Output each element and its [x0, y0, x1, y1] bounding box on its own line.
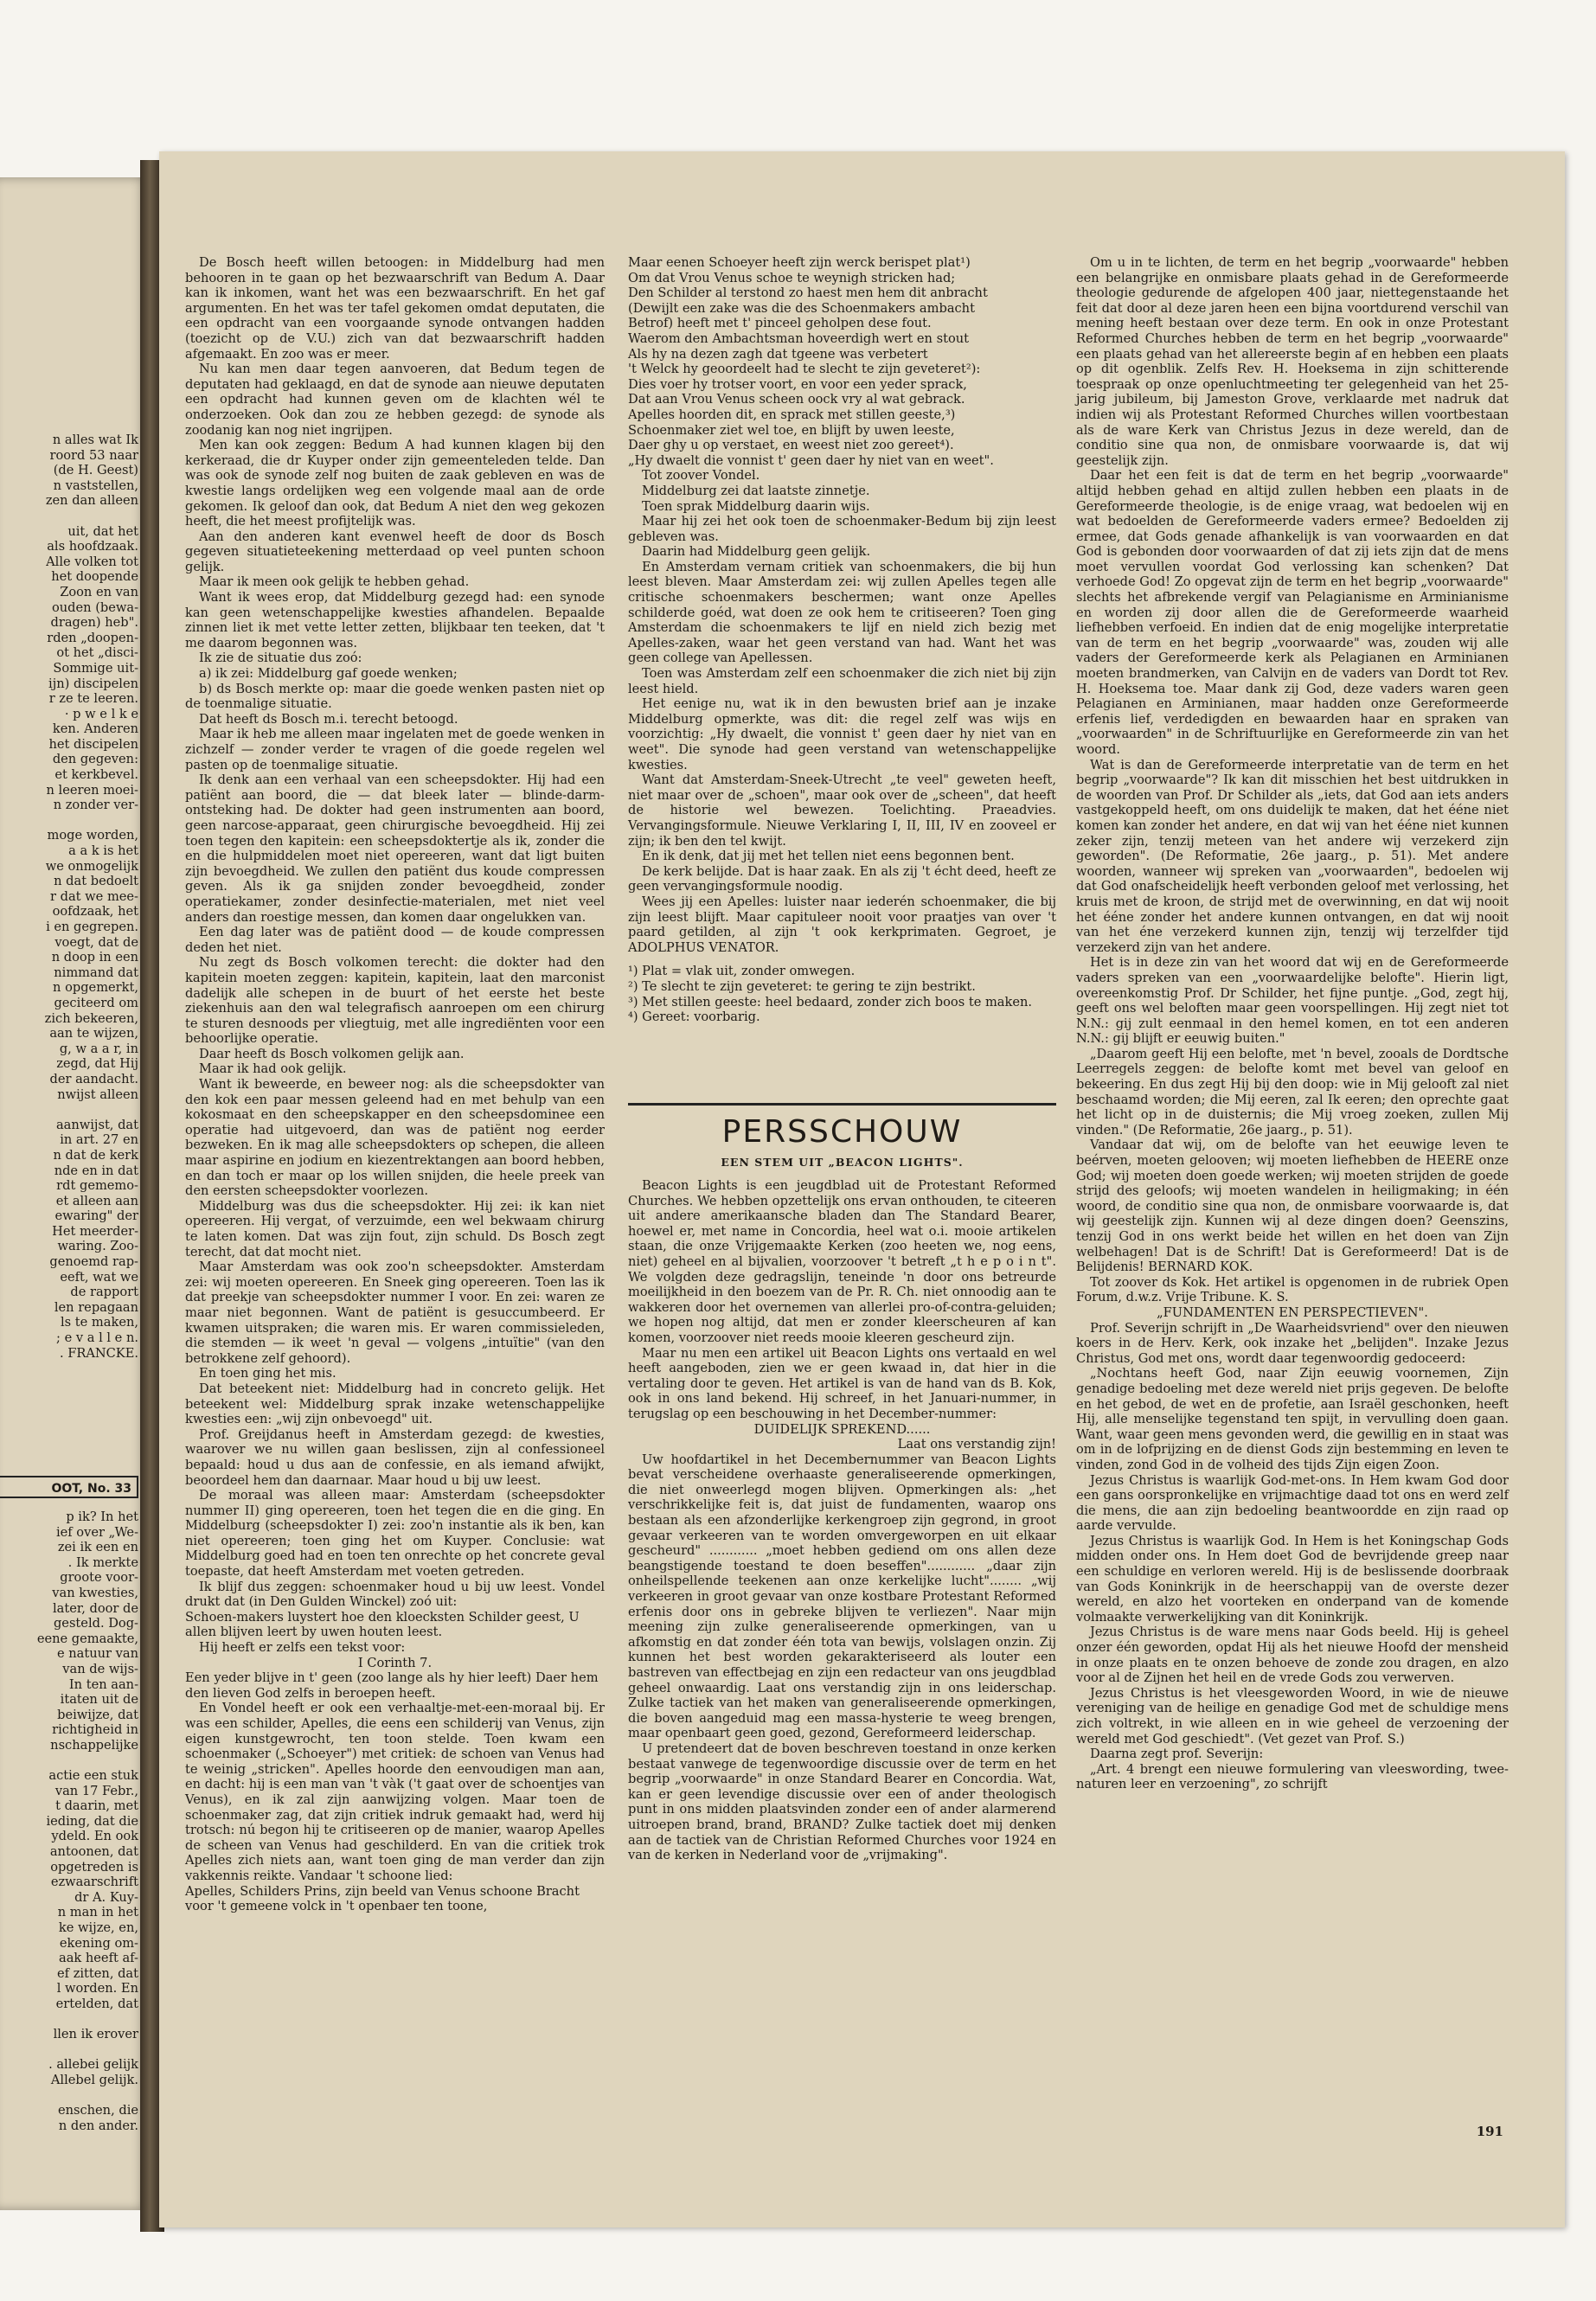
paragraph: Want ik wees erop, dat Middelburg gezegd had: een synode kan geen wetenschappelijke kwesties afhandelen. Bepaalde zinnen liet ik met vette letter zetten, blijkbaar ten teeken, dat 't me daarom begonnen was. — [185, 590, 605, 651]
left-page-line: zei ik een en — [57, 1540, 138, 1555]
paragraph: Prof. Severijn schrijft in „De Waarheidsvriend" over den nieuwen koers in de Herv. Kerk, ook inzake het „belijden". Inzake Jezus Christus, God met ons, wordt daar tegenwoordig gedoceerd: — [1076, 1320, 1509, 1366]
left-page-line: len repagaan — [54, 1299, 138, 1315]
left-page-line: groote voor- — [60, 1570, 138, 1586]
paragraph: Tot zoover ds Kok. Het artikel is opgenomen in de rubriek Open Forum, d.w.z. Vrije Tribune. K. S. — [1076, 1274, 1509, 1305]
left-page-footer-label: OOT, No. 33 — [0, 1476, 138, 1498]
left-page-line: van 17 Febr., — [54, 1783, 138, 1798]
section-rule — [628, 1103, 1056, 1106]
left-page-line: nimmand dat — [54, 965, 138, 980]
paragraph: „Daarom geeft Hij een belofte, met 'n bevel, zooals de Dordtsche Leerregels zeggen: de belofte komt met bevel van geloof en bekeering. En dus zegt Hij bij den doop: wie in Mij gelooft zal niet beschaamd worden; die Mij eeren, zal Ik eeren; den oprechte gaat het licht op in de duisternis; die Mij vroeg zoeken, zullen Mij vinden." (De Reformatie, 26e jaarg., p. 51). — [1076, 1046, 1509, 1138]
paragraph: Beacon Lights is een jeugdblad uit de Protestant Reformed Churches. We hebben opzettelijk ons ervan onthouden, te citeeren uit andere amerikaansche bladen dan The Standard Bearer, hoewel er, met name in Concordia, heel wat o.i. mooie artikelen staan, die onze Vrijgemaakte Kerken (zoo heeten we, nog eens, niet) geheel en al bijvalien, voorzoover 't betreft „t h e p o i n t". We volgden deze gedragslijn, teneinde 'n door ons betreurde moeilijkheid in den boezem van de Pr. R. Ch. niet onnoodig aan te wakkeren door het overnemen van allerlei pro-of-contra-geluiden; we hopen nog altijd, dat men er zonder kleerscheuren af kan komen, voorzoover niet reeds mooie kleeren gescheurd zijn. — [628, 1178, 1056, 1345]
left-page-line: actie een stuk — [48, 1768, 138, 1784]
left-page-line: llen ik erover — [53, 2027, 138, 2042]
left-page-line: aak heeft af- — [59, 1951, 138, 1966]
paragraph: Maar ik meen ook gelijk te hebben gehad. — [199, 574, 470, 590]
left-page-line: richtigheid in — [52, 1722, 138, 1738]
footnote: ¹) Plat = vlak uit, zonder omwegen. — [628, 964, 856, 979]
paragraph: Vandaar dat wij, om de belofte van het eeuwige leven te beérven, moeten gelooven; wij moeten liefhebben de HEERE onze God; wij moeten doen goede werken; wij moeten strijden de goede strijd des geloofs; wij moeten wandelen in heiligmaking; in één woord, de conditio sine qua non, de onmisbare voorwaarde is, dat wij geestelijk zijn. Kunnen wij al deze dingen doen? Geenszins, tenzij God in ons werkt beide het willen en het doen van Zijn welbehagen! Dat is de Schrift! Dat is Gereformeerd! Dat is de Belijdenis! BERNARD KOK. — [1076, 1138, 1509, 1275]
paragraph: Ik denk aan een verhaal van een scheepsdokter. Hij had een patiënt aan boord, die — dat bleek later — blinde-darm-ontsteking had. De dokter had geen instrumenten aan boord, geen narcose-apparaat, geen chirurgische bevoegdheid. Hij zei toen tegen den kapitein: een scheepsdoktertje als ik, zonder die en die hulpmiddelen moet niet opereeren, want dat ligt buiten zijn bevoegdheid. We zullen den patiënt dus koude compressen geven. Als ik ga snijden zonder bevoegdheid, zonder operatiekamer, zonder desinfectie-materialen, met niet veel anders dan roestige messen, dan komen daar ongelukken van. — [185, 772, 605, 925]
left-page-column-lower — [0, 1509, 138, 2133]
left-page-line: eeft, wat we — [60, 1269, 138, 1285]
left-page-line: aan te wijzen, — [49, 1026, 138, 1042]
paragraph: Daar het een feit is dat de term en het begrip „voorwaarde" altijd hebben gehad en altijd zullen hebben een plaats in de Gereformeerde theologie, is de enige vraag, wat bedoelen wij en wat bedoelden de Gereformeerde vaders ermee? Bedoelden zij ermee, dat Gods genade afhankelijk is van voorwaarden en dat God is gebonden door voorwaarden of dat zij iets zijn dat de mens moet vervullen voordat God verlossing kan schenken? Dat verhoede God! Zo opgevat zijn de term en het begrip „voorwaarde" slechts het afbrekende vergif van Pelagianisme en Arminianisme en worden zij door allen die de Gereformeerde waarheid liefhebben verfoeid. En indien dat de enig mogelijke interpretatie van de term en het begrip „voorwaarde" was, zouden wij alle vaders der Gereformeerde kerk als Pelagianen en Arminianen moeten brandmerken, van Calvijn en de vaders van Dordt tot Rev. H. Hoeksema toe. Maar dank zij God, deze vaders waren geen Pelagianen en Arminianen, maar hadden onze Gereformeerde erfenis lief, verdedigden en bewaarden haar en spraken van „voorwaarden" in de Schriftuurlijke en Gereformeerde zin van het woord. — [1076, 468, 1509, 757]
paragraph: DUIDELIJK SPREKEND...... — [753, 1421, 931, 1437]
left-page-line: . allebei gelijk — [48, 2057, 138, 2073]
left-page-line: antoonen, dat — [49, 1844, 138, 1860]
paragraph: Middelburg zei dat laatste zinnetje. — [642, 483, 870, 498]
left-page-line: Sommige uit- — [53, 660, 138, 676]
paragraph: Nu zegt ds Bosch volkomen terecht: die dokter had den kapitein moeten zeggen: kapitein, kapitein, laat den marconist dadelijk alle schepen in de buurt of het eerste het beste ziekenhuis aan den wal telegrafisch aanroepen om een chirurg te sturen desnoods per vliegtuig, met alle ingrediënten voor een behoorlijke operatie. — [185, 955, 605, 1047]
left-page-line: n opgemerkt, — [53, 980, 138, 996]
paragraph: Want dat Amsterdam-Sneek-Utrecht „te veel" geweten heeft, niet maar over de „schoen", maar ook over de „scheen", dat heeft de historie wel bewezen. Toelichting. Praeadvies. Vervangingsformule. Nieuwe Verklaring I, II, III, IV en zooveel er zijn; ik ben den tel kwijt. — [628, 772, 1056, 849]
left-page-line: eene gemaakte, — [36, 1631, 138, 1646]
left-page-line — [0, 509, 138, 524]
left-page-line: ertelden, dat — [55, 1997, 138, 2011]
paragraph: Maar ik heb me alleen maar ingelaten met de goede wenken in zichzelf — zonder verder te vragen of die goede regelen wel pasten op de toenmalige situatie. — [185, 727, 605, 772]
paragraph: En toen ging het mis. — [199, 1366, 337, 1381]
column-3 — [1076, 255, 1509, 2150]
section-title: PERSSCHOUW — [721, 1114, 963, 1150]
left-page-line: dragen) heb". — [50, 615, 138, 631]
left-page-line: Alle volken tot — [46, 554, 138, 569]
paragraph: Dat heeft ds Bosch m.i. terecht betoogd. — [199, 711, 458, 727]
left-page-line: ef zitten, dat — [57, 1965, 138, 1981]
left-page-line: e natuur van — [57, 1646, 138, 1662]
left-page-line: ls te maken, — [61, 1315, 138, 1330]
paragraph: „FUNDAMENTEN EN PERSPECTIEVEN". — [1157, 1304, 1428, 1320]
left-page-line: · p w e l k e — [64, 706, 138, 721]
paragraph: Daarin had Middelburg geen gelijk. — [642, 544, 871, 560]
poem-line: 't Welck hy geoordeelt had te slecht te zijn geveteret²): — [628, 362, 981, 377]
poem-line: Betrof) heeft met t' pinceel geholpen dese fout. — [628, 316, 932, 331]
left-page-line — [0, 1102, 138, 1118]
left-page-line: het doopende — [51, 569, 138, 585]
paragraph: Aan den anderen kant evenwel heeft de door ds Bosch gegeven situatieteekening metterdaad op veel punten schoon gelijk. — [185, 529, 605, 574]
paragraph: Wees jij een Apelles: luister naar iederén schoenmaker, die bij zijn leest blijft. Maar capituleer nooit voor praatjes van over 't paard getilden, al zijn 't ook kerkprimaten. Gegroet, je ADOLPHUS VENATOR. — [628, 894, 1056, 955]
poem-line: Schoenmaker ziet wel toe, en blijft by uwen leeste, — [628, 422, 955, 438]
paragraph: Uw hoofdartikel in het Decembernummer van Beacon Lights bevat verscheidene overhaaste generaliseerende opmerkingen, die niet onweerlegd mogen blijven. Opmerkingen als: „het verschrikkelijke feit is, dat juist de fundamenten, waarop ons bestaan als een afzonderlijke kerkengroep zijn gegrond, in groot gevaar verkeeren van te worden omvergeworpen en uit elkaar gescheurd" ............ „moet hebben gediend om ons allen deze beangstigende toestand te doen beseffen"............ „daar zijn onheilspellende teekenen aan onze kerkelijke lucht"........ „wij verkeeren in groot gevaar van onze kostbare Protestant Reformed erfenis door ons in gebreke blijven te verliezen". Naar mijn meening zijn zulke generaliseerende opmerkingen, van u afkomstig en dat zonder één tota van bewijs, volslagen onzin. Zij kunnen het best worden gekarakteriseerd als louter een bastreven van effectbejag en zijn een redacteur van ons jeugdblad geheel onwaardig. Laat ons verstandig zijn in ons leiderschap. Zulke tactiek van het maken van generaliseerende opmerkingen, die boven aangeduid mag een massa-hysterie te weeg brengen, maar openbaart geen goed, gezond, Gereformeerd leiderschap. — [628, 1452, 1056, 1741]
paragraph: „Nochtans heeft God, naar Zijn eeuwig voornemen, Zijn genadige bedoeling met deze wereld niet prijs gegeven. De belofte en het gebod, de wet en de profetie, aan Israël geschonken, heeft Hij, alle menselijke tegenstand ten spijt, in vervulling doen gaan. Want, waar geen mens gevonden werd, die gewillig en in staat was om in de lofprijzing en de dienst Gods zijn bestemming en leven te vinden, zond God in de volheid des tijds Zijn eigen Zoon. — [1076, 1366, 1509, 1472]
paragraph: U pretendeert dat de boven beschreven toestand in onze kerken bestaat vanwege de tegenwoordige discussie over de term en het begrip „voorwaarde" in onze Standard Bearer en Concordia. Wat, kan er geen levendige discussie over een of ander theologisch punt in ons midden plaatsvinden zonder een of ander alarmerend uitroepen brand, brand, BRAND? Zulke tactiek doet mij denken aan de tactiek van de Christian Reformed Churches voor 1924 en van de kerken in Nederland voor de „vrijmaking". — [628, 1740, 1056, 1863]
left-page-line: ieding, dat die — [46, 1813, 138, 1829]
paragraph: Want ik beweerde, en beweer nog: als die scheepsdokter van den kok een paar messen geleend had en met behulp van een kokosmaat en den scheepskapper en den scheepsdominee een operatie had uitgevoerd, dan was de patiënt nog eerder bezweken. En ik mag alle scheepsdokters op schepen, die alleen maar aspirine en jodium en kiezentrektangen aan boord hebben, en dan toch er maar op los willen snijden, die heele preek van den eersten scheepsdokter voorlezen. — [185, 1077, 605, 1199]
poem-line: Den Schilder al terstond zo haest men hem dit anbracht — [628, 285, 988, 301]
column-1 — [185, 255, 605, 2184]
left-page-line: p ik? In het — [66, 1509, 138, 1524]
left-page-line: r dat we mee- — [50, 888, 138, 904]
paragraph: Schoen-makers luystert hoe den kloecksten Schilder geest, U allen blijven leert by uwen houten leest. — [185, 1609, 580, 1640]
left-page-line: ydeld. En ook — [51, 1829, 138, 1844]
paragraph: De kerk belijde. Dat is haar zaak. En als zij 't écht deed, heeft ze geen vervangingsformule noodig. — [628, 863, 1056, 894]
poem-line: Daer ghy u op verstaet, en weest niet zoo gereet⁴). — [628, 438, 954, 453]
paragraph: Laat ons verstandig zijn! — [897, 1437, 1056, 1452]
left-page-line: ezwaarschrift — [50, 1875, 138, 1890]
poem-line: Dat aan Vrou Venus scheen oock vry al wat gebrack. — [628, 392, 965, 407]
paragraph: Dat beteekent niet: Middelburg had in concreto gelijk. Het beteekent wel: Middelburg sprak inzake wetenschappelijke kwesties een: „wij zijn onbevoegd" uit. — [185, 1381, 605, 1427]
paragraph: Men kan ook zeggen: Bedum A had kunnen klagen bij den kerkeraad, die dr Kuyper onder zijn gemeenteleden telde. Dan was ook de synode zelf nog buiten de zaak gebleven en was de kwestie langs ordelijken weg een volgende maal aan de orde gekomen. Ik geloof dan ook, dat Bedum A niet den weg gekozen heeft, die het meest profijtelijk was. — [185, 438, 605, 529]
left-page-line: r ze te leeren. — [48, 691, 138, 707]
left-page-line: als hoofdzaak. — [47, 539, 138, 554]
paragraph: En Vondel heeft er ook een verhaaltje-met-een-moraal bij. Er was een schilder, Apelles, die eens een schilderij van Venus, zijn eigen kunstgewrocht, ten toon stelde. Toen kwam een schoenmaker („Schoeyer") met critiek: de schoen van Venus had te weinig „stricken". Apelles hoorde den eenvoudigen man aan, en dacht: hij is een man van 't vàk ('t gaat over de schoentjes van Venus), en ik zal zijn aanwijzing volgen. Maar toen de schoenmaker zag, dat zijn critiek indruk gemaakt had, werd hij trotsch: nú begon hij te critiseeren op de manier, waarop Apelles de scheen van Venus had geschilderd. En van die critiek trok Apelles zich niets aan, want toen ging de man verder dan zijn vakkennis reikte. Vandaar 't schoone lied: — [185, 1701, 605, 1883]
left-page-line: rden „doopen- — [47, 630, 138, 645]
paragraph: Nu kan men daar tegen aanvoeren, dat Bedum tegen de deputaten had geklaagd, en dat de synode aan nieuwe deputaten een opdracht had kunnen geven om de klachten wél te onderzoeken. Ook dan zou ze hebben gezegd: de synode als zoodanig kan nog niet ingrijpen. — [185, 362, 605, 438]
left-page-line: gesteld. Dog- — [53, 1616, 138, 1631]
column-2-upper — [628, 255, 1056, 1094]
left-page-line: opgetreden is — [50, 1859, 138, 1875]
left-page-line: zen dan alleen — [45, 493, 138, 509]
left-page-line: oofdzaak, het — [52, 904, 138, 920]
left-page-line: moge worden, — [47, 828, 138, 843]
paragraph: Jezus Christus is de ware mens naar Gods beeld. Hij is geheel onzer één geworden, opdat Hij als het nieuwe Hoofd der mensheid in onze plaats en te onzen behoeve de zonde zou dragen, en alzo voor al de Zijnen het heil en de vrede Gods zou verwerven. — [1076, 1625, 1509, 1686]
paragraph: Om u in te lichten, de term en het begrip „voorwaarde" hebben een belangrijke en onmisbare plaats gehad in de Gereformeerde theologie gedurende de afgelopen 400 jaar, niettegenstaande het feit dat door al deze jaren heen een bijna voortdurend verschil van mening heeft bestaan over deze term. En ook in onze Protestant Reformed Churches hebben de term en het begrip „voorwaarde" een plaats gehad van het allereerste begin af en hebben een plaats op dit ogenblik. Zelfs Rev. H. Hoeksema in zijn schitterende toespraak op onze openluchtmeeting ter gelegenheid van het 25-jarig jubileum, bij Jameston Grove, verklaarde met nadruk dat indien wij als Protestant Reformed Churches willen voortbestaan als de ware Kerk van Christus Jezus in deze wereld, dan de conditio sine qua non, de onmisbare voorwaarde is, dat wij geestelijk zijn. — [1076, 255, 1509, 468]
paragraph: Maar Amsterdam was ook zoo'n scheepsdokter. Amsterdam zei: wij moeten opereeren. En Sneek ging opereeren. Toen las ik dat preekje van scheepsdokter nummer I voor. En zei: waren ze maar niet begonnen. Want de patiënt is gesuccumbeerd. Er kwamen uitspraken; die waren mis. Er waren commissieleden, die stemden — ik weet 'n geval — volgens „intuïtie" (van den betrokkene zelf gehoord). — [185, 1259, 605, 1366]
left-page-line: nde en in dat — [54, 1163, 138, 1178]
paragraph: Maar hij zei het ook toen de schoenmaker-Bedum bij zijn leest gebleven was. — [628, 514, 1056, 544]
paragraph: En ik denk, dat jij met het tellen niet eens begonnen bent. — [642, 849, 1015, 864]
left-page-line: zegd, dat Hij — [56, 1056, 138, 1072]
poem-line: „Hy dwaelt die vonnist t' geen daer hy niet van en weet". — [628, 452, 994, 468]
paragraph: Hij heeft er zelfs een tekst voor: — [199, 1640, 406, 1656]
left-page-line: uit, dat het — [67, 523, 138, 539]
left-page-line: n vaststellen, — [53, 478, 138, 493]
left-page-line: Zoon en van — [60, 584, 138, 599]
paragraph: Een dag later was de patiënt dood — de koude compressen deden het niet. — [185, 925, 605, 955]
paragraph: Ik blijf dus zeggen: schoenmaker houd u bij uw leest. Vondel drukt dat (in Den Gulden Winckel) zoó uit: — [185, 1579, 605, 1610]
left-page-line: het discipelen — [48, 736, 138, 752]
left-page-line: n den ander. — [58, 2118, 138, 2133]
left-page-line: n dat de kerk — [53, 1147, 138, 1163]
paragraph: Prof. Greijdanus heeft in Amsterdam gezegd: de kwesties, waarover we nu willen gaan beslissen, zijn al confessioneel bepaald: houd u dus aan de confessie, en als iemand afwijkt, beoordeel hem dan daarnaar. Maar houd u bij uw leest. — [185, 1426, 605, 1488]
left-page-line: t daarin, met — [55, 1798, 138, 1814]
left-page-line — [0, 813, 138, 829]
left-page-line: later, door de — [52, 1600, 138, 1616]
left-page-line: genoemd rap- — [49, 1254, 138, 1270]
paragraph: Maar nu men een artikel uit Beacon Lights ons vertaald en wel heeft aangeboden, zien we er geen kwaad in, dat hier in die vertaling door te geven. Het artikel is van de hand van ds B. Kok, ook in ons land bekend. Hij schreef, in het Januari-nummer, in terugslag op een beschouwing in het December-nummer: — [628, 1345, 1056, 1421]
left-page-line: et kerkbevel. — [54, 767, 138, 783]
left-page-line: in art. 27 en — [60, 1132, 138, 1148]
left-page-line: den gegeven: — [52, 752, 138, 767]
column-2-lower — [628, 1178, 1056, 2130]
paragraph: Maar ik had ook gelijk. — [199, 1061, 347, 1077]
left-page-line: aanwijst, dat — [55, 1117, 138, 1132]
paragraph: Toen sprak Middelburg daarin wijs. — [642, 498, 870, 514]
poem-line: Als hy na dezen zagh dat tgeene was verbetert — [628, 346, 928, 362]
paragraph: En Amsterdam vernam critiek van schoenmakers, die bij hun leest bleven. Maar Amsterdam zei: wij zullen Apelles tegen alle critische schoenmakers beschermen; want onze Apelles schilderde goéd, wat doen ze ook hem te critiseeren? Toen ging Amsterdam die schoenmakers te lijf en nield zich bezig met Apelles-zaken, waar het geen verstand van had. Want het was geen college van Apellessen. — [628, 559, 1056, 666]
paragraph: Jezus Christus is het vleesgeworden Woord, in wie de nieuwe vereniging van de heilige en genadige God met de schuldige mens zich voltrekt, in wie alleen en in wie geheel de verzoening der wereld met God geschiedt". (Vet gezet van Prof. S.) — [1076, 1685, 1509, 1747]
paragraph: Het is in deze zin van het woord dat wij en de Gereformeerde vaders spreken van een „voorwaardelijke belofte". Hierin ligt, overeenkomstig Prof. Dr Schilder, het fijne puntje. „God, zegt hij, geeft ons wel beloften maar geen voorspellingen. Hij zegt niet tot N.N.: gij zult eenmaal in den hemel komen, en tot een anderen N.N.: gij blijft er eeuwig buiten." — [1076, 955, 1509, 1047]
left-page-line: Het meerder- — [52, 1223, 138, 1239]
paragraph: De moraal was alleen maar: Amsterdam (scheepsdokter nummer II) ging opereeren, toen het tegen die en die ging. En Middelburg (scheepsdokter I) zei: zoo'n instantie als ik ben, kan niet opereeren; toen ging het om Kuyper. Conclusie: wat Middelburg goed had en toen ten onrechte op het concrete geval toepaste, dat heeft Amsterdam met voeten getreden. — [185, 1488, 605, 1580]
left-page-line: nschappelijke — [50, 1737, 138, 1753]
left-page-line — [0, 2042, 138, 2058]
paragraph: I Corinth 7. — [357, 1655, 433, 1670]
footnote: ³) Met stillen geeste: heel bedaard, zonder zich boos te maken. — [628, 994, 1033, 1009]
left-page-line: geciteerd om — [54, 995, 138, 1010]
left-page-line: zich bekeeren, — [44, 1010, 138, 1026]
left-page-line: dr A. Kuy- — [74, 1889, 138, 1905]
left-page-line: n alles wat Ik — [52, 433, 138, 447]
left-page-line: i en gegrepen. — [46, 920, 138, 934]
poem-line: Apelles hoorden dit, en sprack met stillen geeste,³) — [628, 407, 956, 422]
left-page-line: n dat bedoelt — [54, 874, 138, 889]
left-page-line: de rapport — [70, 1285, 138, 1300]
paragraph: Ik zie de situatie dus zoó: — [199, 651, 362, 666]
left-page-line: ijn) discipelen — [48, 676, 138, 691]
paragraph: b) ds Bosch merkte op: maar die goede wenken pasten niet op de toenmalige situatie. — [185, 681, 605, 712]
left-page-line: n man in het — [57, 1905, 138, 1920]
left-page-line: nwijst alleen — [57, 1086, 138, 1102]
left-page-line: enschen, die — [57, 2103, 138, 2118]
footnote: ⁴) Gereet: voorbarig. — [628, 1009, 760, 1025]
poem-line: Dies voer hy trotser voort, en voor een yeder sprack, — [628, 376, 967, 392]
poem-line: Om dat Vrou Venus schoe te weynigh stricken had; — [628, 270, 956, 285]
paragraph: Wat is dan de Gereformeerde interpretatie van de term en het begrip „voorwaarde"? Ik kan dit misschien het best uitdrukken in de woorden van Prof. Dr Schilder als „iets, dat God aan iets anders vastgekoppeld heeft, om ons duidelijk te maken, dat het ééne niet komen kan zonder het andere, en dat wij van het ééne niet kunnen zeker zijn, tenzij meteen van het andere wij verzekerd zijn geworden". (De Reformatie, 26e jaarg., p. 51). Met andere woorden, wanneer wij spreken van „voorwaarden", bedoelen wij dat God onafscheidelijk heeft verbonden geloof met verlossing, het kruis met de kroon, de strijd met de overwinning, en dat wij nooit het ééne zonder het andere kunnen ontvangen, en dat wij nooit van het éne verzekerd kunnen zijn, tenzij wij terzelfder tijd verzekerd zijn van het andere. — [1076, 757, 1509, 955]
paragraph: a) ik zei: Middelburg gaf goede wenken; — [199, 666, 458, 682]
paragraph: Apelles, Schilders Prins, zijn beeld van Venus schoone Bracht voor 't gemeene volck in 't openbaer ten toone, — [185, 1883, 580, 1914]
left-page-line: itaten uit de — [60, 1692, 138, 1708]
footnote: ²) Te slecht te zijn geveteret: te gering te zijn bestrikt. — [628, 978, 976, 994]
left-page-line: we onmogelijk — [45, 858, 138, 874]
paragraph: De Bosch heeft willen betoogen: in Middelburg had men behooren in te gaan op het bezwaarschrift van Bedum A. Daar kan ik inkomen, want het was een bezwaarschrift. En het gaf argumenten. En het was ter tafel gekomen omdat deputaten, die een opdracht van een voorgaande synode ontvangen hadden (toezicht op de V.U.) zich van dat bezwaarschrift hadden afgemaakt. En zoo was er meer. — [185, 255, 605, 362]
left-page-line: . Ik merkte — [67, 1554, 138, 1570]
left-page-line: In ten aan- — [68, 1676, 138, 1692]
paragraph: Tot zoover Vondel. — [642, 468, 760, 484]
paragraph: Daar heeft ds Bosch volkomen gelijk aan. — [199, 1046, 465, 1061]
left-page-line: ot het „disci- — [56, 645, 138, 661]
poem-line: Maar eenen Schoeyer heeft zijn werck berispet plat¹) — [628, 255, 971, 270]
left-page-line: ewaring" der — [54, 1208, 138, 1224]
left-page-line: ouden (bewa- — [52, 599, 138, 615]
left-page-line: van de wijs- — [62, 1661, 138, 1676]
left-page-line: ief over „We- — [55, 1524, 138, 1540]
paragraph: Jezus Christus is waarlijk God-met-ons. In Hem kwam God door een gans oorspronkelijke en vrijmachtige daad tot ons en werd zelf die mens, die aan zijn bedoeling beantwoordde en zijn raad op aarde vervulde. — [1076, 1472, 1509, 1534]
left-page-line: . FRANCKE. — [59, 1345, 138, 1361]
left-page-line: l worden. En — [56, 1981, 138, 1997]
left-page-line: waring. Zoo- — [57, 1239, 138, 1254]
left-page-line: a a k is het — [68, 843, 138, 859]
paragraph: Middelburg was dus die scheepsdokter. Hij zei: ik kan niet opereeren. Hij vergat, of verzuimde, een wel bekwaam chirurg te laten komen. Dat was zijn fout, zijn schuld. Ds Bosch zegt terecht, dat dat mocht niet. — [185, 1198, 605, 1259]
left-page-line: (de H. Geest) — [53, 463, 138, 478]
left-page-line: ke wijze, en, — [58, 1920, 138, 1936]
adjacent-left-page — [0, 177, 149, 2210]
left-page-line: g, w a a r, in — [59, 1041, 138, 1056]
poem-line: Waerom den Ambachtsman hoveerdigh wert en stout — [628, 330, 970, 346]
left-page-line: n doop in een — [51, 950, 138, 965]
paragraph: „Art. 4 brengt een nieuwe formulering van vleeswording, twee-naturen leer en verzoening", zo schrijft — [1076, 1761, 1509, 1792]
paragraph: Het eenige nu, wat ik in den bewusten brief aan je inzake Middelburg opmerkte, was dit: die regel zelf was wijs en voorzichtig: „Hy dwaelt, die vonnist t' geen daer hy niet van en weet". Die synode had geen verstand van wetenschappelijke kwesties. — [628, 696, 1056, 772]
paragraph: Jezus Christus is waarlijk God. In Hem is het Koningschap Gods midden onder ons. In Hem doet God de bevrijdende greep naar een schuldige en verloren wereld. Hij is de beslissende doorbraak van Gods Koninkrijk in de heerschappij van de overste dezer wereld, en alzo het voorteken en onderpand van de komende volmaakte verwerkelijking van dit Koninkrijk. — [1076, 1533, 1509, 1625]
left-page-line: ken. Anderen — [52, 721, 138, 737]
section-subtitle: EEN STEM UIT „BEACON LIGHTS". — [721, 1156, 964, 1169]
left-page-line: der aandacht. — [49, 1071, 138, 1086]
left-page-line: et alleen aan — [55, 1193, 138, 1208]
left-page-line: rdt gememo- — [56, 1178, 138, 1194]
paragraph: Een yeder blijve in t' geen (zoo lange als hy hier leeft) Daer hem den lieven God zelfs in beroepen heeft. — [185, 1670, 599, 1701]
left-page-line: roord 53 naar — [49, 447, 138, 463]
left-page-line — [0, 1753, 138, 1769]
page-number: 191 — [1476, 2124, 1503, 2139]
left-page-line: ekening om- — [59, 1935, 138, 1951]
left-page-line: van kwesties, — [52, 1585, 138, 1600]
left-page-line: beiwijze, dat — [57, 1707, 138, 1722]
spacer — [628, 955, 1056, 964]
left-page-line — [0, 2088, 138, 2104]
left-page-line: Allebel gelijk. — [50, 2072, 138, 2087]
left-page-line: n zonder ver- — [53, 798, 138, 813]
paragraph: Toen was Amsterdam zelf een schoenmaker die zich niet bij zijn leest hield. — [628, 666, 1056, 696]
poem-line: (Dewijlt een zake was die des Schoenmakers ambacht — [628, 300, 975, 316]
left-page-line: ; e v a l l e n. — [56, 1330, 138, 1346]
paragraph: Daarna zegt prof. Severijn: — [1090, 1747, 1264, 1762]
left-page-line: n leeren moei- — [46, 782, 138, 798]
left-page-line — [0, 2012, 138, 2028]
left-page-line: voegt, dat de — [54, 934, 138, 950]
